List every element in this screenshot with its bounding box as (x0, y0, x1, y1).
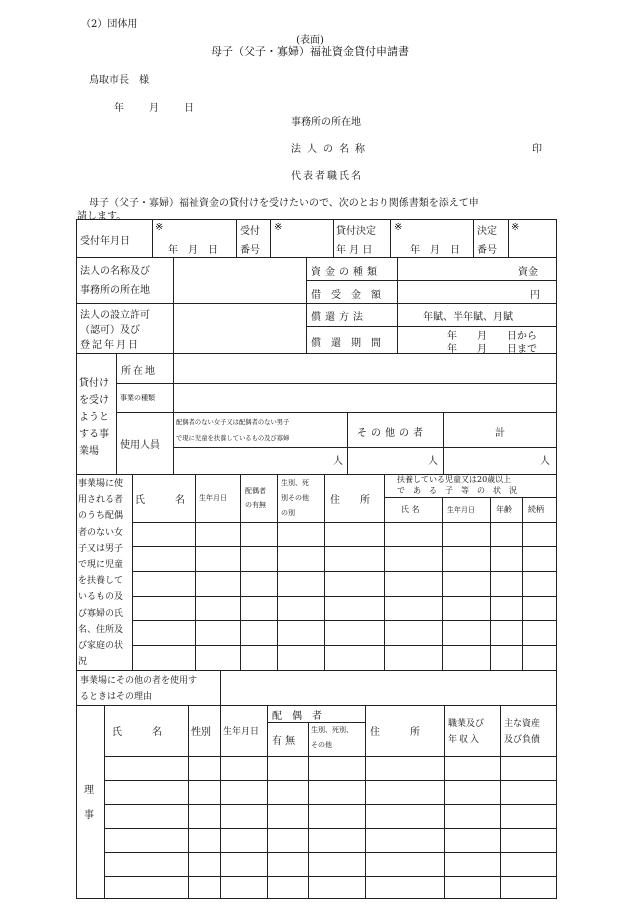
child-birth-head: 生年月日 (447, 506, 475, 514)
director-spouse-type-2: その他 (311, 741, 332, 749)
representative-label: 代表者職氏名 (291, 171, 363, 182)
yen-unit: 円 (530, 290, 540, 301)
child-relation-head: 続柄 (528, 505, 544, 514)
form-title: 母子（父子・寡婦）福祉資金貸付申請書 (211, 45, 409, 58)
director-address-head: 住 所 (370, 727, 420, 738)
fund-type-label: 資金の種類 (311, 267, 381, 278)
family-side-line: び寡婦の氏 (78, 608, 124, 619)
family-side-line: び家庭の状 (78, 641, 124, 652)
repay-method-label: 償還方法 (311, 312, 367, 323)
decision-date-label-1: 貸付決定 (336, 226, 376, 237)
director-name-head: 氏 名 (112, 727, 162, 738)
director-assets-head-1: 主な資産 (504, 719, 541, 729)
receipt-date-ymd: 年 月 日 (168, 245, 218, 256)
person-unit: 人 (428, 456, 438, 467)
decision-no-label-2: 番号 (477, 245, 497, 256)
workplace-location-label: 所在地 (121, 366, 157, 377)
family-spouse-head-1: 配偶者 (245, 487, 266, 495)
corp-name-address-label-1: 法人の名称及び (80, 266, 150, 277)
permit-label-2: （認可）及び (80, 325, 140, 336)
family-side-line: いるもの及 (78, 592, 124, 603)
director-spouse-head: 配 偶 者 (272, 711, 322, 722)
business-type-label: 事業の種類 (120, 394, 155, 402)
fund-suffix: 資金 (518, 267, 538, 278)
family-sex-head-3: の別 (281, 509, 295, 517)
date-month: 月 (149, 103, 159, 114)
family-side-line: 事業場に使 (78, 479, 124, 489)
director-birth-head: 生年月日 (223, 727, 260, 737)
family-side-line: のうち配偶 (78, 511, 124, 522)
repay-period-to: 年 月 日まで (447, 344, 537, 355)
family-side-line: 者のない女 (78, 527, 124, 538)
date-year: 年 (114, 103, 124, 114)
workplace-side-5: 業場 (79, 446, 99, 457)
family-sex-head-2: 別その他 (281, 494, 309, 502)
family-side-label (78, 476, 123, 670)
repay-method-options: 年賦、半年賦、月賦 (423, 312, 513, 323)
family-address-head: 住 所 (330, 495, 370, 506)
receipt-no-label-1: 受付 (240, 226, 260, 237)
family-sex-head-1: 生別、死 (281, 479, 309, 487)
director-spouse-presence: 有 無 (272, 736, 296, 747)
office-address-label: 事務所の所在地 (291, 117, 361, 128)
child-name-head: 氏 名 (401, 505, 420, 514)
side-label: (表面) (296, 35, 324, 46)
seal-mark: 印 (532, 144, 542, 155)
date-day: 日 (184, 103, 194, 114)
office-use-mark: ※ (394, 222, 403, 233)
office-use-mark: ※ (155, 222, 164, 233)
workplace-side-2: を受け (79, 395, 109, 406)
family-side-line: を扶養して (78, 576, 124, 587)
reason-label-1: 事業場にその他の者を使用す (80, 676, 198, 686)
permit-label-3: 登記年月日 (80, 340, 140, 351)
director-sex-head: 性別 (191, 727, 211, 738)
person-unit: 人 (540, 456, 550, 467)
repay-period-from: 年 月 日から (447, 331, 537, 342)
intro-line-2: 請します。 (77, 211, 127, 222)
workplace-side-3: ようと (79, 412, 109, 423)
director-spouse-type-1: 生別、死別、 (311, 726, 353, 734)
borrow-amount-label: 借受金額 (311, 290, 391, 301)
decision-date-label-2: 年 月 日 (336, 245, 373, 256)
total-label: 計 (495, 428, 505, 439)
addressee: 鳥取市長 様 (89, 75, 149, 86)
family-side-line: 況 (78, 657, 88, 668)
children-head-1: 扶養している児童又は20歳以上 (397, 475, 512, 484)
family-spouse-head-2: の有無 (245, 501, 266, 509)
person-unit: 人 (333, 456, 343, 467)
receipt-date-label: 受付年月日 (80, 236, 130, 247)
director-job-head-2: 年収入 (448, 735, 482, 745)
other-people-label: その他の者 (357, 428, 427, 439)
directors-side-1: 理 (84, 785, 94, 796)
corp-name-label: 法人の名称 (291, 144, 371, 155)
family-side-line: 用される者 (78, 495, 124, 506)
section-label: （2）団体用 (81, 19, 138, 30)
family-side-line: で現に児童 (78, 560, 124, 571)
family-birth-head: 生年月日 (199, 494, 227, 502)
repay-period-label: 償還期間 (311, 338, 391, 349)
family-name-head: 氏 名 (135, 495, 185, 506)
children-head-2: で あ る 子 等 の 状 況 (397, 486, 517, 495)
reason-label-2: るときはその理由 (80, 692, 153, 702)
child-age-head: 年齢 (496, 505, 512, 514)
workplace-side-4: する事 (79, 429, 109, 440)
employees-label: 使用人員 (120, 440, 160, 451)
director-assets-head-2: 及び負債 (504, 735, 541, 745)
office-use-mark: ※ (274, 222, 283, 233)
receipt-no-label-2: 番号 (240, 245, 260, 256)
office-use-mark: ※ (511, 222, 520, 233)
employees-head-1: 配偶者のない女子又は配偶者のない男子 (176, 419, 290, 426)
decision-no-label-1: 決定 (477, 226, 497, 237)
permit-label-1: 法人の設立許可 (80, 310, 150, 321)
directors-side-2: 事 (84, 810, 94, 821)
director-job-head-1: 職業及び (448, 719, 485, 729)
intro-line-1: 母子（父子・寡婦）福祉資金の貸付けを受けたいので、次のとおり関係書類を添えて申 (89, 198, 479, 209)
family-side-line: 名、住所及 (78, 624, 124, 635)
corp-name-address-label-2: 事務所の所在地 (80, 285, 150, 296)
family-side-line: 子又は男子 (78, 543, 124, 554)
employees-head-2: で現に児童を扶養しているもの及び寡婦 (176, 435, 290, 442)
workplace-side-1: 貸付け (79, 378, 109, 389)
decision-date-ymd: 年 月 日 (410, 245, 460, 256)
